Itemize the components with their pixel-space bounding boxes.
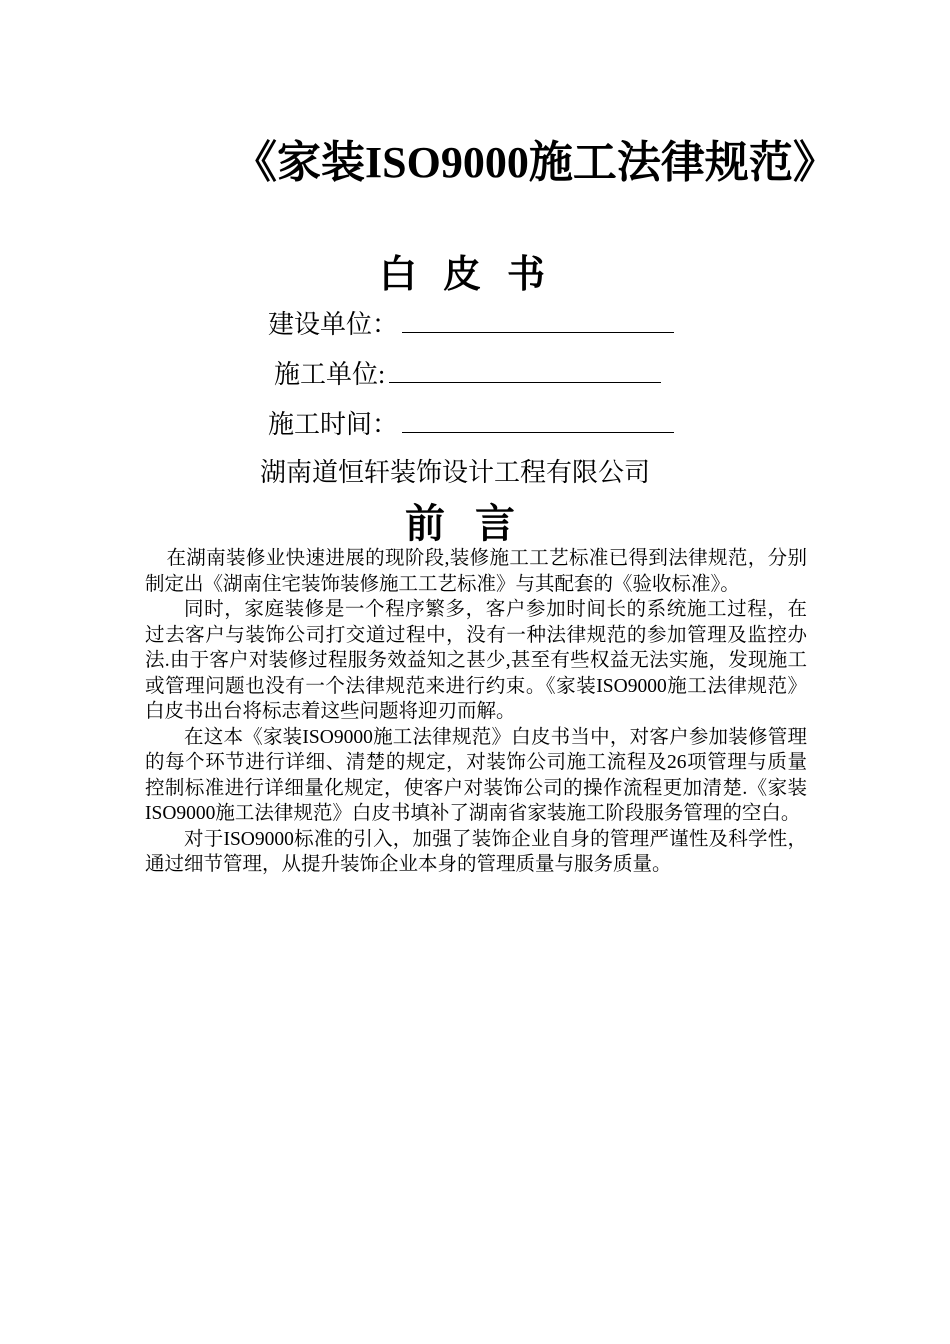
preface-paragraph: 同时，家庭装修是一个程序繁多，客户参加时间长的系统施工过程，在过去客户与装饰公司打交道过程中，没有一种法律规范的参加管理及监控办法.由于客户对装修过程服务效益知之甚少,甚至有些权益无法实施，发现施工或管理问题也没有一个法律规范来进行约束。《家装ISO9000施工法律规范》白皮书出台将标志着这些问题将迎刃而解。 — [145, 599, 807, 722]
preface-paragraph: 在这本《家装ISO9000施工法律规范》白皮书当中，对客户参加装修管理的每个环节进行详细、清楚的规定，对装饰公司施工流程及26项管理与质量控制标准进行详细量化规定，使客户对装饰公司的操作流程更加清楚.《家装ISO9000施工法律规范》白皮书填补了湖南省家装施工阶段服务管理的空白。 — [145, 726, 807, 824]
preface-paragraph: 对于ISO9000标准的引入，加强了装饰企业自身的管理严谨性及科学性，通过细节管理，从提升装饰企业本身的管理质量与服务质量。 — [145, 828, 807, 875]
document-subtitle: 白皮书 — [378, 254, 571, 296]
company-name: 湖南道恒轩装饰设计工程有限公司 — [260, 458, 651, 487]
field-contractor-unit — [274, 356, 661, 393]
preface-paragraph: 在湖南装修业快速进展的现阶段,装修施工工艺标准已得到法律规范，分别制定出《湖南住宅装饰装修施工工艺标准》与其配套的《验收标准》。 — [145, 548, 807, 595]
document-title: 《家装ISO9000施工法律规范》 — [233, 138, 837, 187]
field-construction-time — [268, 406, 674, 443]
preface-heading: 前言 — [405, 501, 545, 546]
field-label: 建设单位： — [268, 310, 399, 339]
field-label: 施工单位: — [274, 360, 386, 389]
fill-in-blank — [389, 356, 661, 383]
fill-in-blank — [402, 306, 674, 333]
field-label: 施工时间： — [268, 410, 399, 439]
field-construction-unit — [268, 306, 674, 343]
fill-in-blank — [402, 406, 674, 433]
preface-body — [145, 546, 807, 878]
